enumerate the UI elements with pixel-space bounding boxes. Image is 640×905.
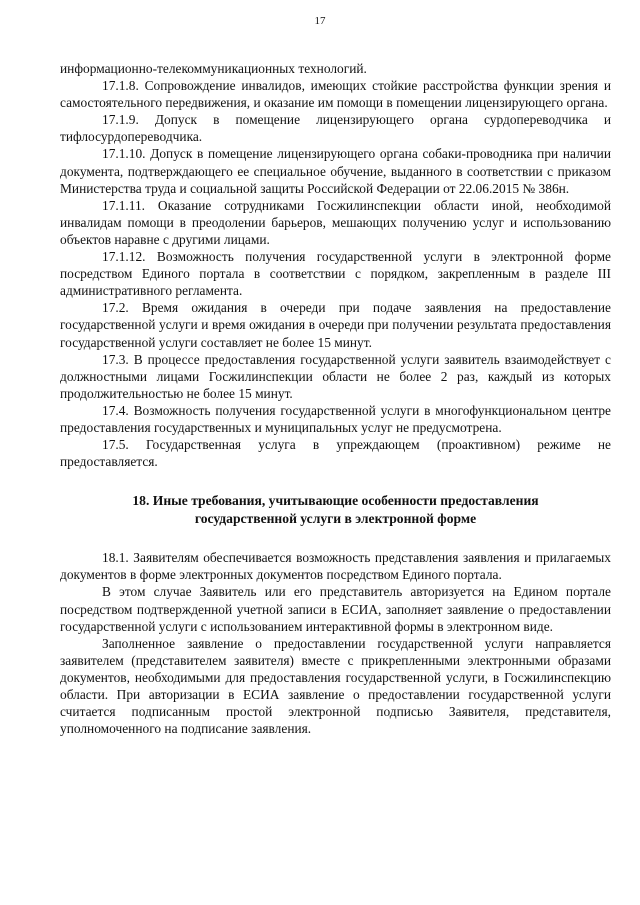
paragraph-17-3: 17.3. В процессе предоставления государственной услуги заявитель взаимодействует с должностными лицами Госжилинспекции области не более 2 раз, каждый из которых продолжительностью не более 15 минут. (60, 351, 611, 401)
paragraph-17-1-10: 17.1.10. Допуск в помещение лицензирующего органа собаки-проводника при наличии документа, подтверждающего ее специальное обучение, выданного в соответствии с приказом Министерства труда и социальной защиты Российской Федерации от 22.06.2015 № 386н. (60, 146, 611, 196)
paragraph-continuation: информационно-телекоммуникационных технологий. (60, 61, 367, 76)
page-number: 17 (314, 15, 326, 27)
paragraph-18-1: 18.1. Заявителям обеспечивается возможность представления заявления и прилагаемых документов в форме электронных документов посредством Единого портала. (60, 550, 611, 583)
paragraph-submission: Заполненное заявление о предоставлении государственной услуги направляется заявителем (представителем заявителя) вместе с прикрепленными электронными образами документов, необходимыми для предоставления государственной услуги, в Госжилинспекцию области. При авторизации в ЕСИА заявление о предоставлении государственной услуги считается подписанным простой электронной подписью Заявителя, представителя, уполномоченного на подписание заявления. (60, 635, 611, 737)
paragraph-17-2: 17.2. Время ожидания в очереди при подаче заявления на предоставление государственной услуги и время ожидания в очереди при получении результата предоставления государственной услуги составляет не более 15 минут. (60, 300, 611, 350)
document-body (60, 60, 611, 737)
paragraph-17-1-11: 17.1.11. Оказание сотрудниками Госжилинспекции области иной, необходимой инвалидам помощи в преодолении барьеров, мешающих получению услуг и использованию объектов наравне с другими лицами. (60, 197, 611, 247)
paragraph-17-5: 17.5. Государственная услуга в упреждающем (проактивном) режиме не предоставляется. (60, 437, 611, 470)
paragraph-authorization: В этом случае Заявитель или его представитель авторизуется на Едином портале посредством подтвержденной учетной записи в ЕСИА, заполняет заявление о предоставлении государственной услуги с использованием интерактивной формы в электронном виде. (60, 584, 611, 634)
paragraph-17-1-8: 17.1.8. Сопровождение инвалидов, имеющих стойкие расстройства функции зрения и самостоятельного передвижения, и оказание им помощи в помещении лицензирующего органа. (60, 78, 611, 111)
paragraph-17-1-9: 17.1.9. Допуск в помещение лицензирующего органа сурдопереводчика и тифлосурдопереводчика. (60, 112, 611, 145)
section-heading: 18. Иные требования, учитывающие особенности предоставления государственной услуги в электронной форме (132, 493, 539, 526)
paragraph-17-4: 17.4. Возможность получения государственной услуги в многофункциональном центре предоставления государственных и муниципальных услуг не предусмотрена. (60, 402, 611, 435)
paragraph-17-1-12: 17.1.12. Возможность получения государственной услуги в электронной форме посредством Единого портала в соответствии с порядком, закрепленным в разделе III административного регламента. (60, 249, 611, 299)
